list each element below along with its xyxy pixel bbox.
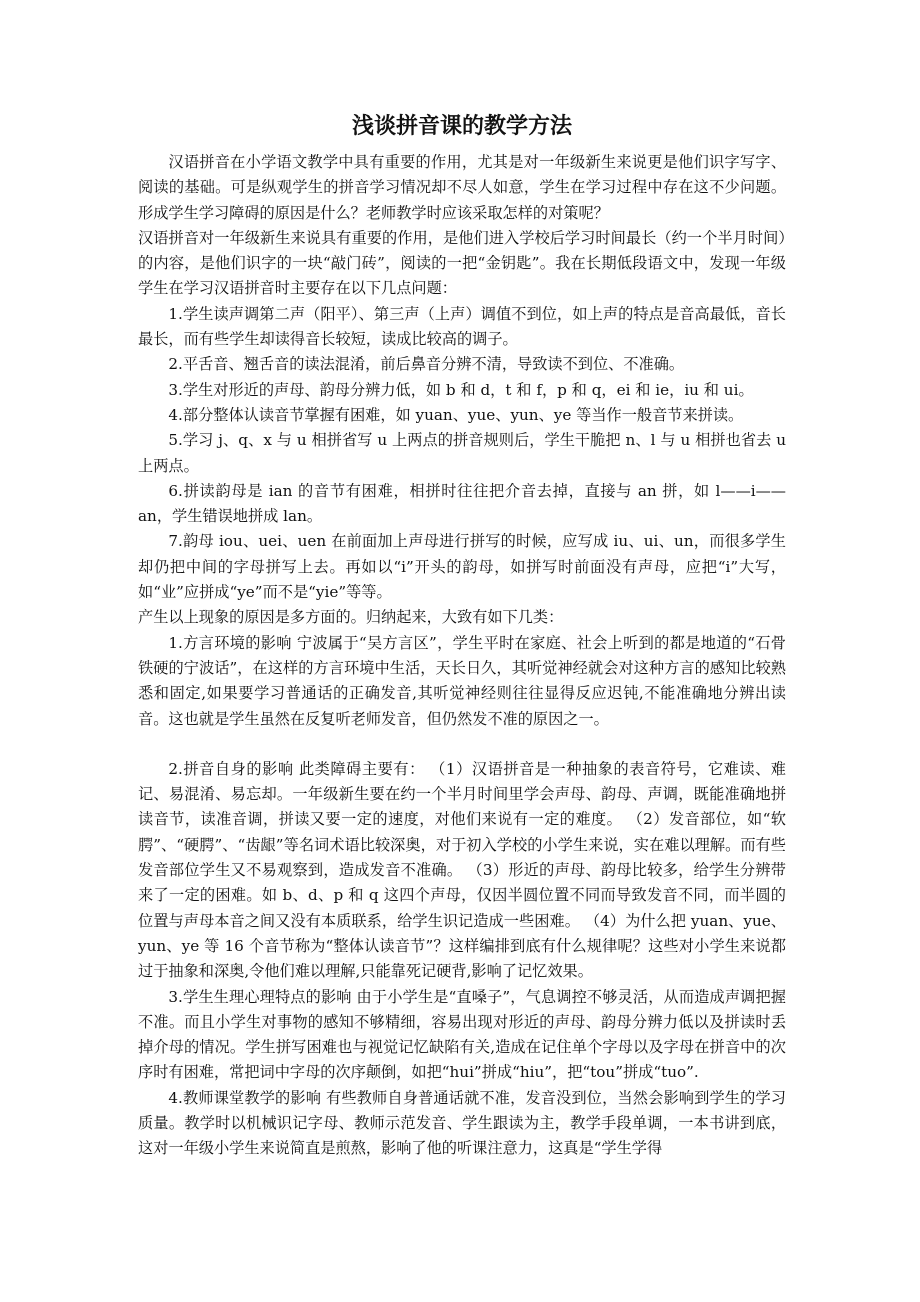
blank-line xyxy=(138,732,786,757)
paragraph: 6.拼读韵母是 ian 的音节有困难，相拼时往往把介音去掉，直接与 an 拼，如 l——i——an，学生错误地拼成 lan。 xyxy=(138,481,786,526)
paragraph: 产生以上现象的原因是多方面的。归纳起来，大致有如下几类： xyxy=(138,608,564,627)
document-title: 浅谈拼音课的教学方法 xyxy=(351,114,572,139)
paragraph: 2.平舌音、翘舌音的读法混淆，前后鼻音分辨不清，导致读不到位、不准确。 xyxy=(168,355,685,374)
paragraph: 3.学生对形近的声母、韵母分辨力低，如 b 和 d，t 和 f，p 和 q，ei 和 ie，iu 和 ui。 xyxy=(168,380,754,399)
paragraph: 3.学生生理心理特点的影响 由于小学生是“直嗓子”，气息调控不够灵活，从而造成声调把握不准。而且小学生对事物的感知不够精细，容易出现对形近的声母、韵母分辨力低以及拼读时丢掉介母的情况。学生拼写困难也与视觉记忆缺陷有关,造成在记住单个字母以及字母在拼音中的次序时有困难，常把词中字母的次序颠倒，如把“hui”拼成“hiu”，把“tou”拼成“tuo”. xyxy=(138,987,786,1082)
document-body xyxy=(138,150,786,1162)
paragraph: 汉语拼音对一年级新生来说具有重要的作用，是他们进入学校后学习时间最长（约一个半月时间）的内容，是他们识字的一块“敲门砖”，阅读的一把“金钥匙”。我在长期低段语文中，发现一年级学生在学习汉语拼音时主要存在以下几点问题： xyxy=(138,228,786,298)
paragraph: 5.学习 j、q、x 与 u 相拼省写 u 上两点的拼音规则后，学生干脆把 n、l 与 u 相拼也省去 u 上两点。 xyxy=(138,431,786,475)
paragraph: 4.教师课堂教学的影响 有些教师自身普通话就不准，发音没到位，当然会影响到学生的学习质量。教学时以机械识记字母、教师示范发音、学生跟读为主，教学手段单调，一本书讲到底，这对一年级小学生来说简直是煎熬，影响了他的听课注意力，这真是“学生学得 xyxy=(138,1088,786,1158)
document-page xyxy=(138,112,786,1162)
paragraph: 2.拼音自身的影响 此类障碍主要有： （1）汉语拼音是一种抽象的表音符号，它难读、难记、易混淆、易忘却。一年级新生要在约一个半月时间里学会声母、韵母、声调，既能准确地拼读音节，读准音调，拼读又要一定的速度，对他们来说有一定的难度。 （2）发音部位，如“软腭”、“硬腭”、“齿龈”等名词术语比较深奥，对于初入学校的小学生来说，实在难以理解。而有些发音部位学生又不易观察到，造成发音不准确。 （3）形近的声母、韵母比较多，给学生分辨带来了一定的困难。如 b、d、p 和 q 这四个声母，仅因半圆位置不同而导致发音不同，而半圆的位置与声母本音之间又没有本质联系，给学生识记造成一些困难。 （4）为什么把 yuan、yue、yun、ye 等 16 个音节称为“整体认读音节”？这样编排到底有什么规律呢？这些对小学生来说都过于抽象和深奥,令他们难以理解,只能靠死记硬背,影响了记忆效果。 xyxy=(138,759,786,981)
paragraph: 汉语拼音在小学语文教学中具有重要的作用，尤其是对一年级新生来说更是他们识字写字、阅读的基础。可是纵观学生的拼音学习情况却不尽人如意，学生在学习过程中存在这不少问题。形成学生学习障碍的原因是什么？老师教学时应该采取怎样的对策呢？ xyxy=(138,153,786,222)
paragraph: 7.韵母 iou、uei、uen 在前面加上声母进行拼写的时候，应写成 iu、ui、un，而很多学生却仍把中间的字母拼写上去。再如以“i”开头的韵母，如拼写时前面没有声母，应把“i”大写，如“业”应拼成“ye”而不是“yie”等等。 xyxy=(138,532,786,602)
paragraph: 4.部分整体认读音节掌握有困难，如 yuan、yue、yun、ye 等当作一般音节来拼读。 xyxy=(168,405,744,424)
paragraph: 1.方言环境的影响 宁波属于“吴方言区”，学生平时在家庭、社会上听到的都是地道的“石骨铁硬的宁波话”，在这样的方言环境中生活，天长日久，其听觉神经就会对这种方言的感知比较熟悉和固定,如果要学习普通话的正确发音,其听觉神经则往往显得反应迟钝,不能准确地分辨出读音。这也就是学生虽然在反复听老师发音，但仍然发不准的原因之一。 xyxy=(138,633,786,728)
paragraph: 1.学生读声调第二声（阳平）、第三声（上声）调值不到位，如上声的特点是音高最低，音长最长，而有些学生却读得音长较短，读成比较高的调子。 xyxy=(138,304,786,349)
